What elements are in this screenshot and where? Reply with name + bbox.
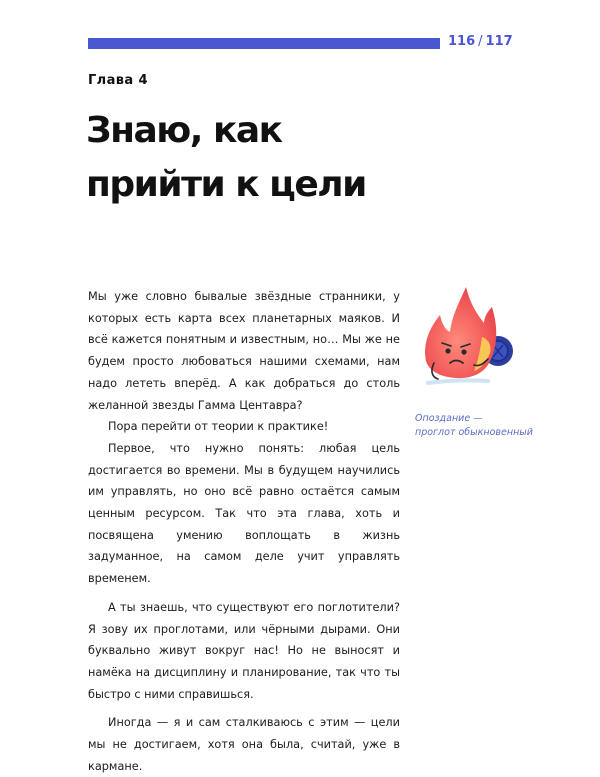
- caption-line-1: Опоздание —: [415, 413, 483, 424]
- chapter-title-line-1: Знаю, как: [86, 110, 282, 151]
- body-paragraph-3: Первое, что нужно понять: любая цель достигается во времени. Мы в будущем научились им управлять, но оно всё равно остаётся самым ценным ресурсом. Так что эта глава, хоть и посвящена умению воплощать в жизнь задуманное, на самом деле учит управлять временем.: [88, 441, 400, 586]
- body-paragraph-5: Иногда — я и сам сталкиваюсь с этим — цели мы не достигаем, хотя она была, считай, уже в кармане.: [88, 716, 400, 773]
- body-text: [88, 286, 400, 777]
- illustration-caption: [415, 412, 565, 440]
- chapter-title: [86, 104, 426, 212]
- caption-line-2: проглот обыкновенный: [415, 427, 533, 438]
- flame-character-icon: [418, 275, 518, 390]
- chapter-label: Глава 4: [88, 73, 148, 88]
- page-number: [448, 34, 513, 49]
- body-paragraph-4: А ты знаешь, что существуют его поглотители? Я зову их проглотами, или чёрными дырами. Они буквально живут вокруг нас! Но не выносят и намёка на дисциплину и планирование, так что ты быстро с ними справишься.: [88, 600, 400, 701]
- page-number-total: 117: [485, 34, 513, 49]
- chapter-title-line-2: прийти к цели: [86, 164, 366, 205]
- page-header-bar: [88, 38, 440, 49]
- page-number-separator: /: [478, 34, 483, 49]
- page-number-current: 116: [448, 34, 476, 49]
- body-paragraph-2: Пора перейти от теории к практике!: [108, 420, 329, 434]
- body-paragraph-1: Мы уже словно бывалые звёздные странники, у которых есть карта всех планетарных маяков. И всё кажется понятным и известным, но… Мы же не будем просто любоваться нашими схемами, нам надо лететь вперёд. А как добраться до столь желанной звезды Гамма Центавра?: [88, 290, 400, 412]
